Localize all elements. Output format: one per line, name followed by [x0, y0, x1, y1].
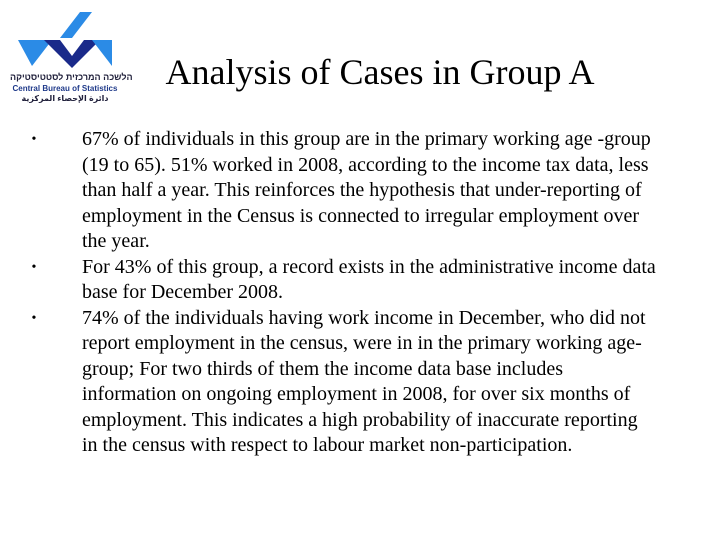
bullet-marker: • — [31, 132, 37, 147]
bullet-item — [28, 306, 658, 459]
cbs-emblem-icon — [10, 10, 120, 70]
bullet-text: For 43% of this group, a record exists in the administrative income data base for December 2008. — [82, 255, 656, 303]
logo-stroke-top — [60, 12, 92, 38]
bullet-text: 67% of individuals in this group are in the primary working age -group (19 to 65). 51% worked in 2008, according to the income tax data, less than half a year. This reinforces the hypothesis that under-reporting of employment in the Census is connected to irregular employment over the year. — [82, 128, 651, 252]
logo-chevron-middle — [44, 40, 100, 68]
logo-triangle-left — [18, 40, 52, 66]
logo-name-arabic: دائرة الإحصاء المركزية — [21, 94, 109, 103]
bullet-item — [28, 127, 658, 255]
logo-name-hebrew: הלשכה המרכזית לסטטיסטיקה — [10, 72, 133, 82]
bullet-list — [28, 127, 658, 459]
bullet-text: 74% of the individuals having work income in December, who did not report employment in the census, were in in the primary working age-group; For two thirds of them the income data base includes information on ongoing employment in 2008, for over six months of employment. This indicates a high probability of inaccurate reporting in the census with respect to labour market non-participation. — [82, 306, 646, 456]
bullet-marker: • — [31, 310, 37, 326]
bullet-marker: • — [31, 259, 37, 275]
cbs-logo — [10, 10, 133, 105]
slide-title: Analysis of Cases in Group A — [165, 52, 595, 92]
logo-name-english: Central Bureau of Statistics — [12, 84, 118, 93]
bullet-item — [28, 255, 658, 306]
